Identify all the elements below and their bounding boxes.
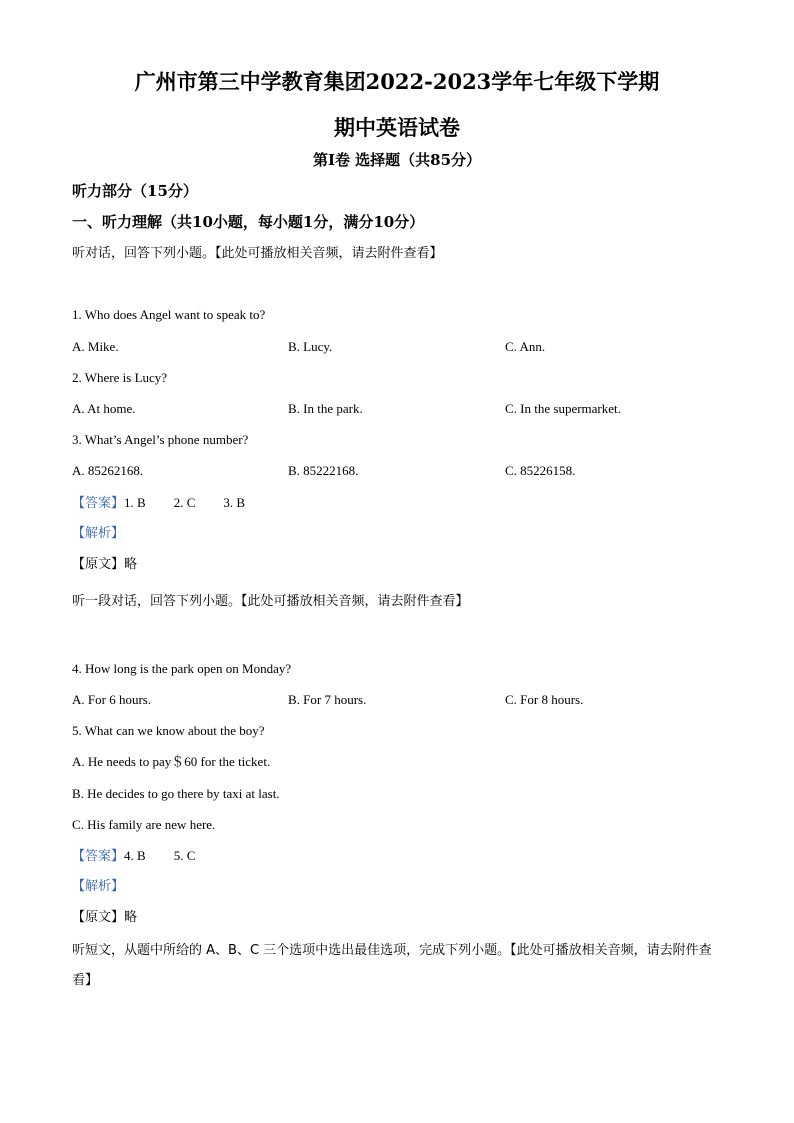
question-1-option-a: A. Mike. (72, 339, 119, 354)
original-label: 【原文】 (72, 910, 125, 925)
original-label: 【原文】 (72, 557, 125, 572)
question-2-option-b: B. In the park. (288, 401, 363, 416)
question-5-option-a: A. He needs to pay＄60 for the ticket. (72, 754, 271, 769)
question-4-option-c: C. For 8 hours. (505, 692, 584, 707)
question-3-option-a: A. 85262168. (72, 463, 144, 478)
part-heading: 听力部分（15分） (72, 182, 198, 200)
question-4-stem: 4. How long is the park open on Monday? (72, 661, 292, 676)
answer-block-2 (72, 847, 195, 866)
question-1-option-c: C. Ann. (505, 339, 546, 354)
question-5-option-c: C. His family are new here. (72, 817, 216, 832)
answer-label: 【答案】 (72, 849, 125, 864)
question-5-stem: 5. What can we know about the boy? (72, 723, 265, 738)
answer-item: 4. B (124, 848, 146, 863)
answer-item: 1. B (124, 495, 146, 510)
question-4-option-b: B. For 7 hours. (288, 692, 367, 707)
answer-block-1 (72, 494, 245, 513)
question-2-stem: 2. Where is Lucy? (72, 370, 168, 385)
question-2-option-a: A. At home. (72, 401, 136, 416)
question-3-stem: 3. What’s Angel’s phone number? (72, 432, 249, 447)
analysis-label: 【解析】 (72, 526, 125, 541)
answer-item: 2. C (173, 495, 196, 510)
instruction-1: 听对话，回答下列小题。【此处可播放相关音频，请去附件查看】 (72, 246, 443, 261)
question-1-stem: 1. Who does Angel want to speak to? (72, 307, 266, 322)
section-title: 第I卷 选择题（共85分） (312, 151, 482, 169)
question-2-option-c: C. In the supermarket. (505, 401, 621, 416)
answer-item: 5. C (173, 848, 196, 863)
question-4-option-a: A. For 6 hours. (72, 692, 152, 707)
original-text-2 (72, 909, 137, 927)
question-3-option-c: C. 85226158. (505, 463, 576, 478)
question-5-option-b: B. He decides to go there by taxi at last. (72, 786, 280, 801)
exam-subtitle: 期中英语试卷 (334, 115, 460, 140)
original-content: 略 (124, 557, 138, 572)
analysis-label: 【解析】 (72, 879, 125, 894)
answer-item: 3. B (223, 495, 246, 510)
answer-label: 【答案】 (72, 496, 125, 511)
sub-heading: 一、听力理解（共10小题，每小题1分，满分10分） (72, 213, 425, 231)
original-text-1 (72, 556, 137, 574)
instruction-3: 听短文，从题中所给的 A、B、C 三个选项中选出最佳选项，完成下列小题。【此处可播放相关音频，请去附件查看】 (72, 943, 712, 988)
question-3-option-b: B. 85222168. (288, 463, 359, 478)
instruction-2: 听一段对话，回答下列小题。【此处可播放相关音频，请去附件查看】 (72, 594, 469, 609)
original-content: 略 (124, 910, 138, 925)
exam-title: 广州市第三中学教育集团2022-2023学年七年级下学期 (134, 69, 660, 94)
question-1-option-b: B. Lucy. (288, 339, 333, 354)
